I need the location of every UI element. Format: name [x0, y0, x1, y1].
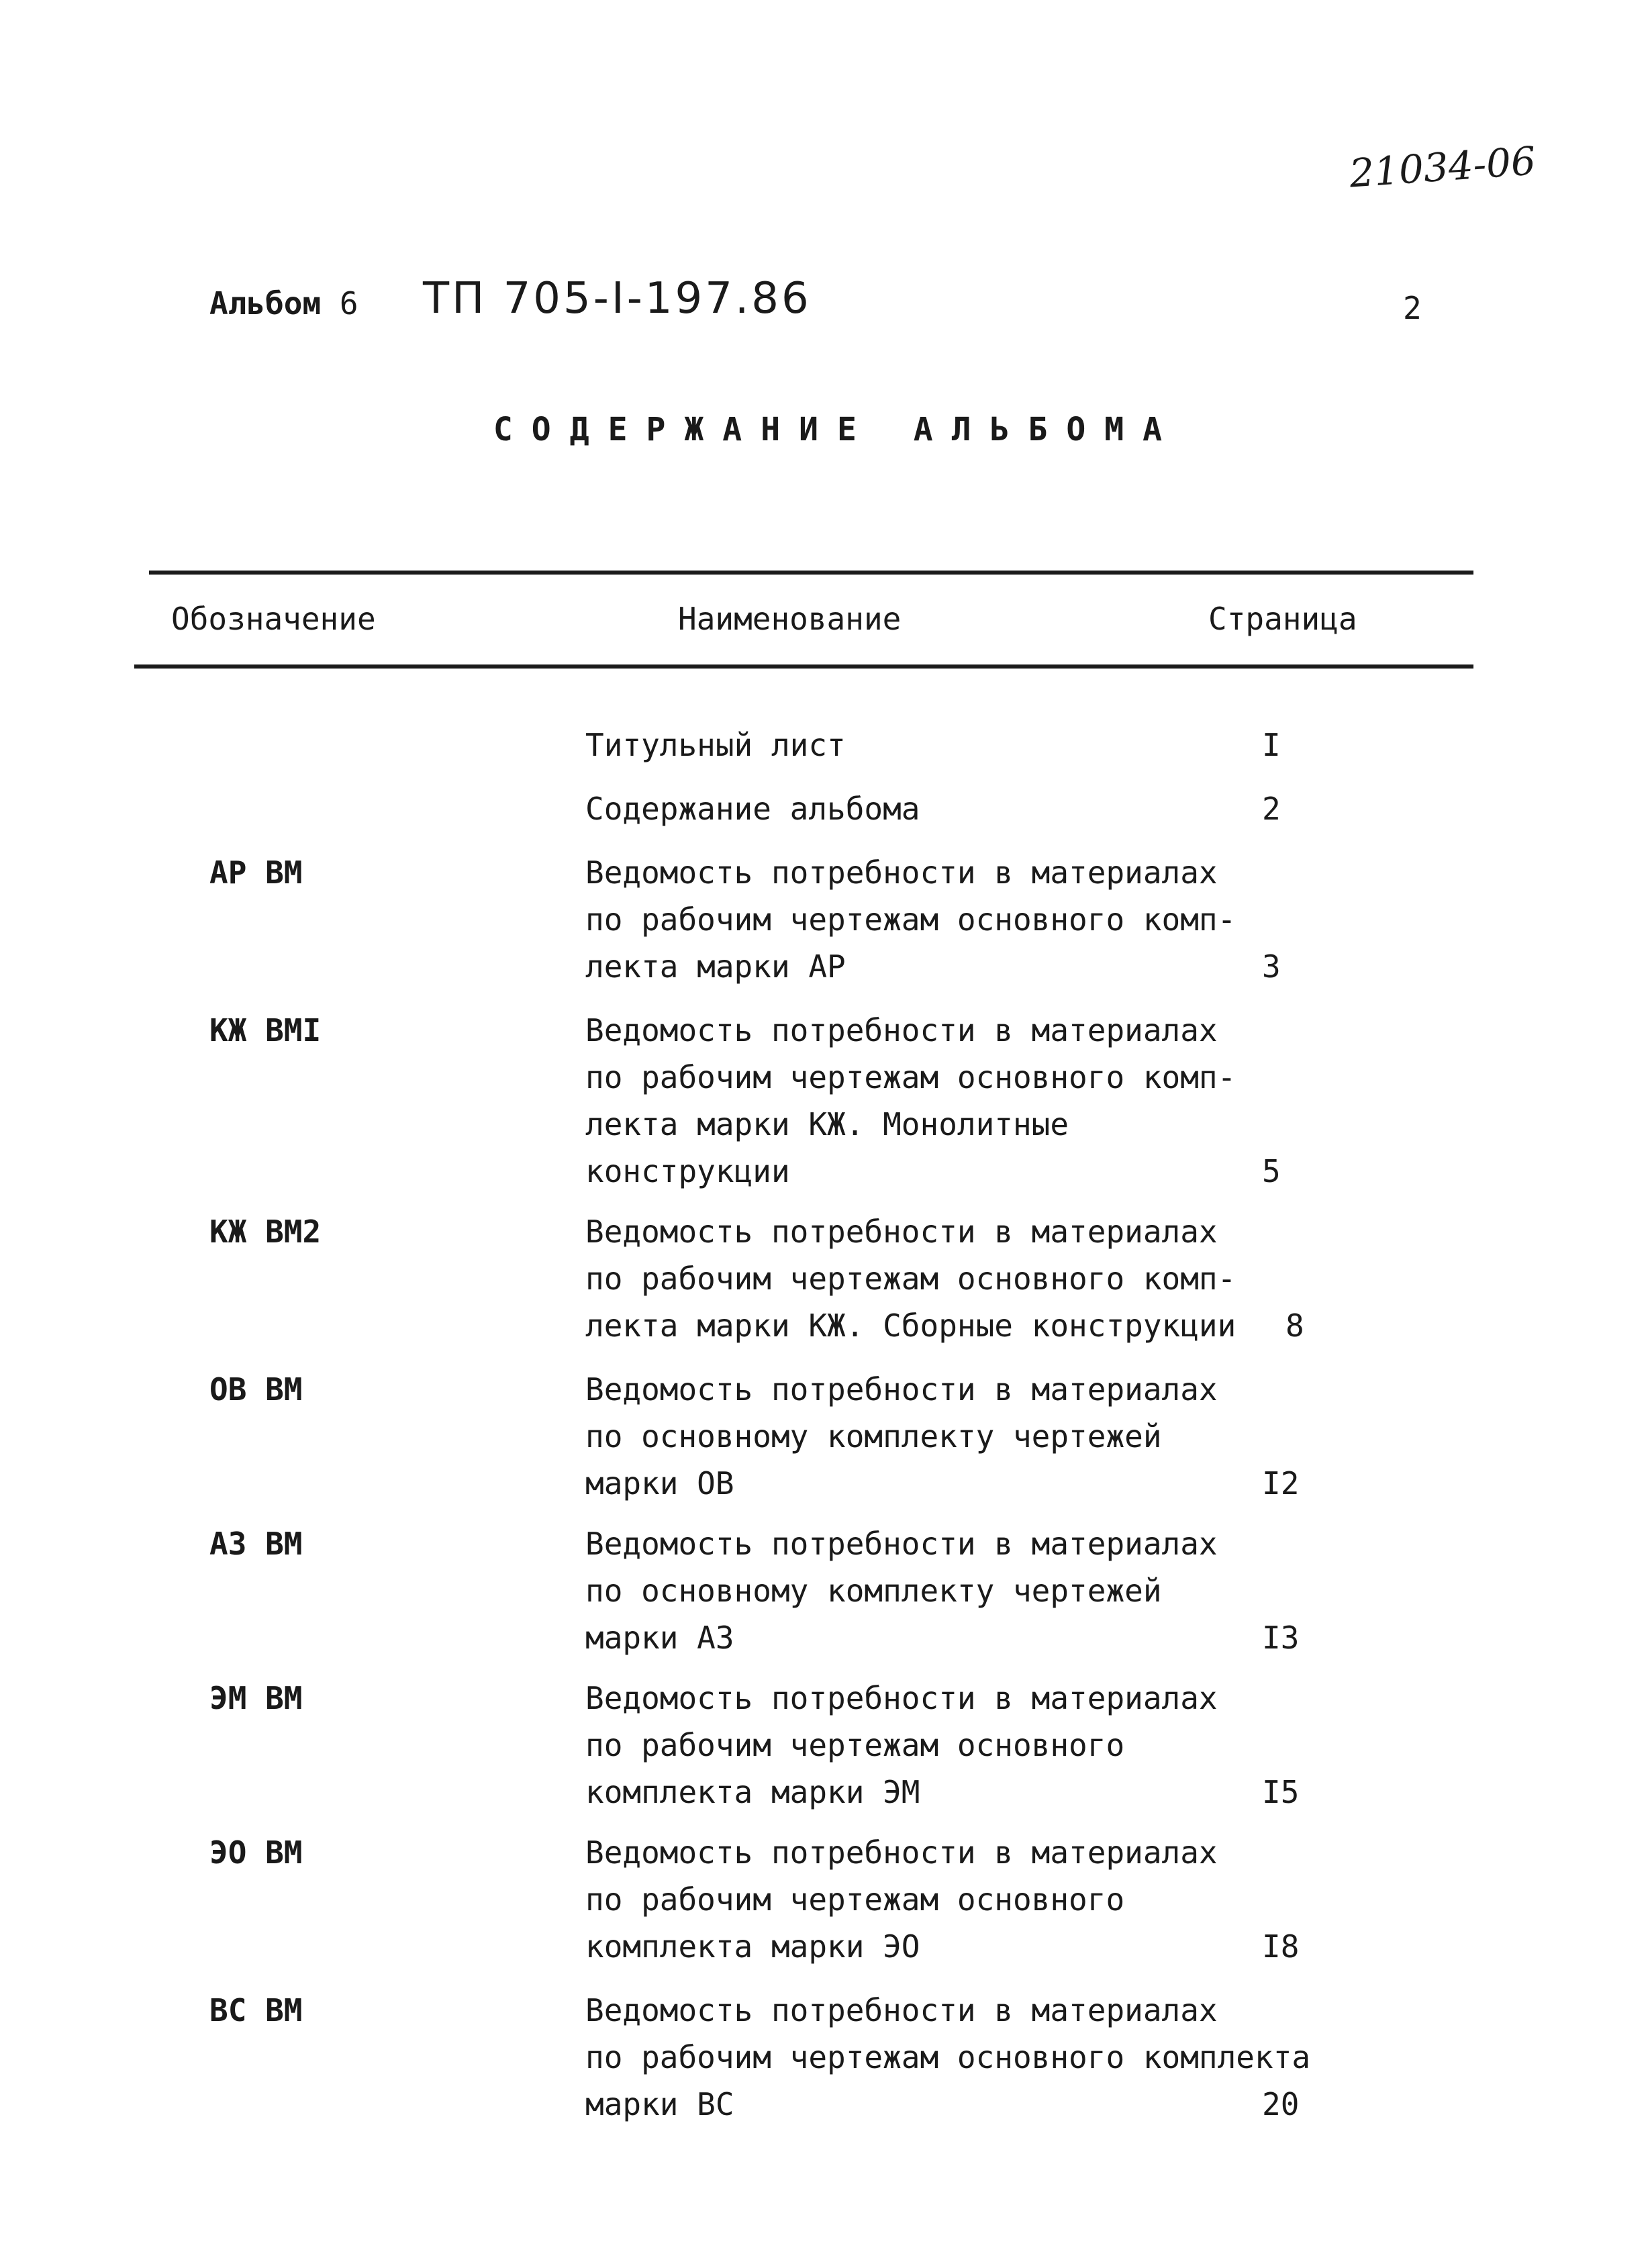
row-name-line: Ведомость потребности в материалах	[585, 854, 1218, 891]
row-name-line: комплекта марки ЭО	[585, 1928, 920, 1965]
row-name-line: по основному комплекту чертежей	[585, 1418, 1162, 1455]
column-header-code: Обозначение	[171, 601, 376, 637]
row-name-line: лекта марки КЖ. Сборные конструкции	[585, 1308, 1236, 1344]
column-header-page: Страница	[1208, 601, 1357, 637]
row-page: 3	[1262, 948, 1281, 985]
row-name-line: конструкции	[585, 1153, 790, 1189]
row-name	[585, 722, 846, 769]
row-name-line: Ведомость потребности в материалах	[585, 1834, 1218, 1871]
row-page: 2	[1262, 791, 1281, 827]
row-name	[585, 1520, 1218, 1661]
row-page: I	[1262, 727, 1281, 763]
row-code: АЗ ВМ	[209, 1526, 303, 1562]
row-name-line: Ведомость потребности в материалах	[585, 1526, 1218, 1562]
page-number: 2	[1403, 290, 1422, 326]
row-code: ВС ВМ	[209, 1992, 303, 2028]
row-code: АР ВМ	[209, 854, 303, 891]
row-page: I8	[1262, 1928, 1300, 1965]
row-name-line: по рабочим чертежам основного комплекта	[585, 2039, 1311, 2075]
row-name-line: марки ВС	[585, 2086, 734, 2122]
column-header-name: Наименование	[678, 601, 902, 637]
row-page: 5	[1262, 1153, 1281, 1189]
row-code: КЖ ВМ2	[209, 1214, 322, 1250]
row-name	[585, 1208, 1236, 1349]
row-code: КЖ ВМI	[209, 1012, 322, 1048]
row-page: I5	[1262, 1774, 1300, 1810]
project-code: ТП 705-I-197.86	[423, 274, 812, 324]
album-label	[209, 285, 358, 322]
row-name-line: Титульный лист	[585, 727, 846, 763]
row-name-line: по рабочим чертежам основного	[585, 1881, 1125, 1918]
row-name-line: Ведомость потребности в материалах	[585, 1992, 1218, 2028]
row-name-line: Ведомость потребности в материалах	[585, 1680, 1218, 1716]
row-code: ЭО ВМ	[209, 1834, 303, 1871]
row-code: ЭМ ВМ	[209, 1680, 303, 1716]
row-page: 20	[1262, 2086, 1300, 2122]
row-name-line: лекта марки КЖ. Монолитные	[585, 1106, 1069, 1142]
album-number: 6	[339, 285, 358, 322]
row-name-line: по рабочим чертежам основного комп-	[585, 1059, 1236, 1095]
row-page: 8	[1285, 1308, 1304, 1344]
row-name	[585, 1987, 1310, 2128]
row-name-line: лекта марки АР	[585, 948, 846, 985]
row-name-line: по рабочим чертежам основного комп-	[585, 1261, 1236, 1297]
row-name	[585, 1007, 1236, 1195]
handwritten-number: 21034-06	[1347, 138, 1537, 197]
row-name-line: марки АЗ	[585, 1620, 734, 1656]
row-name-line: Ведомость потребности в материалах	[585, 1371, 1218, 1408]
row-name-line: Ведомость потребности в материалах	[585, 1012, 1218, 1048]
row-name	[585, 849, 1236, 990]
row-page: I3	[1262, 1620, 1300, 1656]
row-name-line: по основному комплекту чертежей	[585, 1573, 1162, 1609]
row-name-line: Содержание альбома	[585, 791, 920, 827]
row-name-line: марки ОВ	[585, 1465, 734, 1501]
page-title: СОДЕРЖАНИЕ АЛЬБОМА	[493, 411, 1181, 448]
album-word: Альбом	[209, 285, 322, 322]
row-page: I2	[1262, 1465, 1300, 1501]
row-name-line: по рабочим чертежам основного комп-	[585, 901, 1236, 938]
table-top-rule	[149, 571, 1473, 575]
row-name	[585, 1829, 1218, 1970]
row-name-line: Ведомость потребности в материалах	[585, 1214, 1218, 1250]
row-name	[585, 785, 920, 832]
row-name-line: по рабочим чертежам основного	[585, 1727, 1125, 1763]
row-code: ОВ ВМ	[209, 1371, 303, 1408]
row-name	[585, 1675, 1218, 1816]
row-name	[585, 1366, 1218, 1507]
table-header-rule	[134, 664, 1473, 669]
row-name-line: комплекта марки ЭМ	[585, 1774, 920, 1810]
